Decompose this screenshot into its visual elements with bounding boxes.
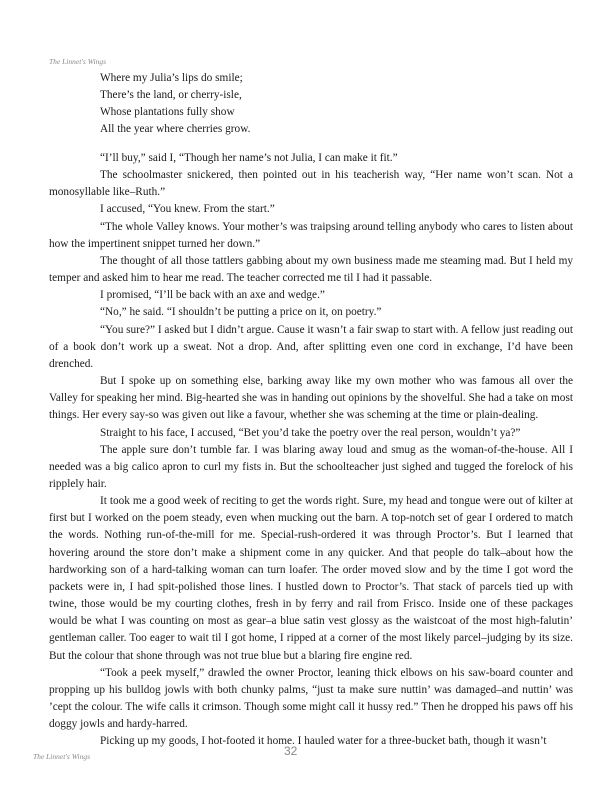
paragraph: “The whole Valley knows. Your mother’s was traipsing around telling anybody who cares to listen about how the impertinent snippet turned her down.” xyxy=(49,220,573,250)
story-body xyxy=(49,150,573,750)
paragraph: I accused, “You knew. From the start.” xyxy=(100,203,275,216)
paragraph: I promised, “I’ll be back with an axe and wedge.” xyxy=(100,289,325,302)
paragraph: “No,” he said. “I shouldn’t be putting a price on it, on poetry.” xyxy=(100,306,382,319)
page-number: 32 xyxy=(284,744,298,758)
paragraph: Straight to his face, I accused, “Bet you’d take the poetry over the real person, wouldn’t ya?” xyxy=(100,426,521,439)
poem-line: Whose plantations fully show xyxy=(100,106,235,119)
paragraph: “You sure?” I asked but I didn’t argue. Cause it wasn’t a fair swap to start with. A fellow just reading out of a book don’t work up a sweat. Not a drop. And, after splitting even one cord in exchange, I’d have been drenched. xyxy=(49,323,573,370)
paragraph: But I spoke up on something else, barking away like my own mother who was famous all over the Valley for speaking her mind. Big-hearted she was in handing out opinions by the shovelful. She had a take on most things. Her every say-so was given out like a favour, whether she was scheming at the time or plain-dealing. xyxy=(49,375,573,422)
paragraph: “I’ll buy,” said I, “Though her name’s not Julia, I can make it fit.” xyxy=(100,152,398,164)
poem-stanza xyxy=(100,70,250,138)
poem-line: Where my Julia’s lips do smile; xyxy=(100,72,243,84)
poem-line: There’s the land, or cherry-isle, xyxy=(100,89,242,102)
running-head-title: The Linnet's Wings xyxy=(49,57,107,66)
paragraph: “Took a peek myself,” drawled the owner Proctor, leaning thick elbows on his saw-board counter and propping up his bulldog jowls with both chunky palms, “just ta make sure nuttin’ was damaged–and nuttin’ was ’cept the colour. The wife calls it crimson. Though some might call it hussy red.” Then he dropped his paws off his doggy jowls and hardy-harred. xyxy=(49,666,573,731)
paragraph: It took me a good week of reciting to get the words right. Sure, my head and tongue were out of kilter at first but I worked on the poem steady, even when mucking out the barn. A top-notch set of gear I ordered to match the words. Nothing run-of-the-mill for me. Special-rush-ordered it was through Proctor’s. But I learned that hovering around the store don’t make a shipment come in any quicker. And that people do talk–about how the hardworking son of a hard-talking woman can turn loafer. The order moved slow and by the time I got word the packets were in, I had spit-polished those lines. I hustled down to Proctor’s. That stack of parcels tied up with twine, those would be my courting clothes, fresh in by ferry and rail from Frisco. Inside one of these packages would be what I was counting on most as gear–a blue satin vest glossy as the waistcoat of the most high-falutin’ gentleman caller. Too eager to wait til I got home, I ripped at a corner of the most likely parcel–judging by its size. But the colour that shone through was not true blue but a blaring fire engine red. xyxy=(49,495,573,662)
paragraph: The thought of all those tattlers gabbing about my own business made me steaming mad. But I held my temper and asked him to hear me read. The teacher corrected me til I had it passable. xyxy=(49,254,573,285)
paragraph: Picking up my goods, I hot-footed it home. I hauled water for a three-bucket bath, though it wasn’t xyxy=(100,735,547,748)
paragraph: The apple sure don’t tumble far. I was blaring away loud and smug as the woman-of-the-house. All I needed was a big calico apron to curl my fists in. But the schoolteacher just sighed and tugged the forelock of his ripplely hair. xyxy=(49,443,573,490)
paragraph: The schoolmaster snickered, then pointed out in his teacherish way, “Her name won’t scan. Not a monosyllable like–Ruth.” xyxy=(49,169,573,199)
poem-line: All the year where cherries grow. xyxy=(100,123,251,136)
footer-title: The Linnet's Wings xyxy=(33,752,91,761)
